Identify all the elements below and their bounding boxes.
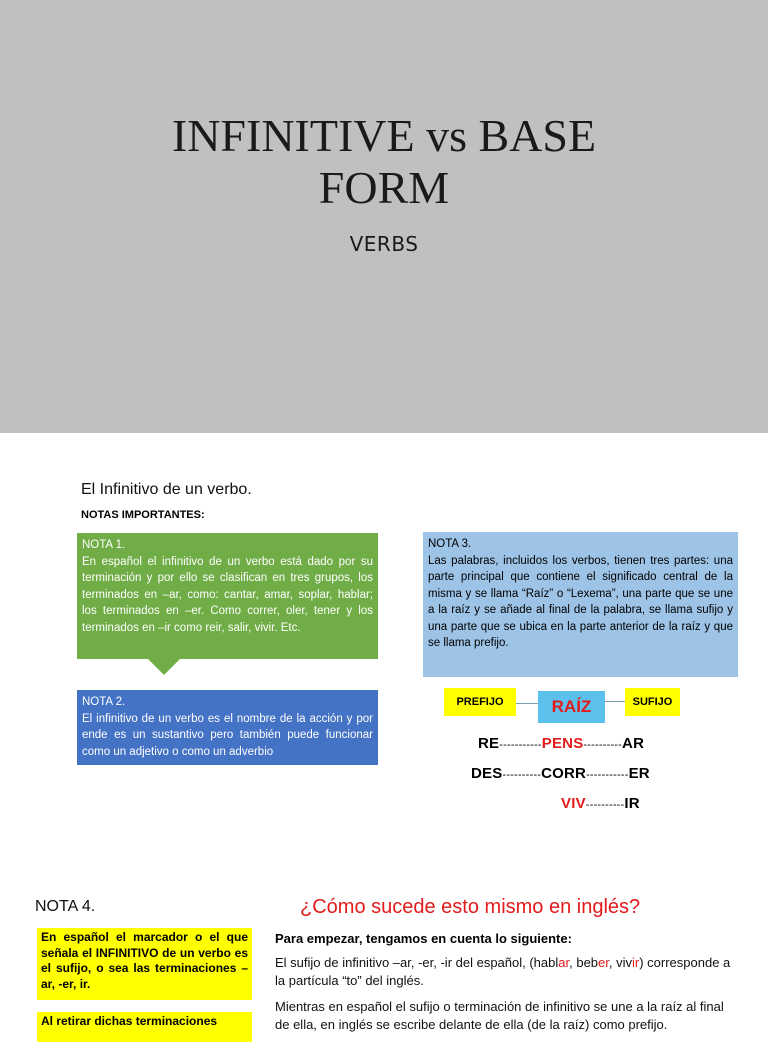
example-suffix: AR [622, 735, 645, 752]
example-word-vivir [561, 795, 640, 812]
example-prefix: DES [471, 765, 503, 782]
example-root: VIV [561, 795, 586, 812]
note-2-box [77, 690, 378, 765]
english-question-heading: ¿Cómo sucede esto mismo en inglés? [300, 896, 641, 918]
example-dash: ---------- [502, 769, 542, 781]
section-subheading: NOTAS IMPORTANTES: [81, 509, 205, 521]
slide-subtitle: VERBS [349, 232, 419, 256]
example-dash: ---------- [583, 739, 623, 751]
example-word-descorrer [471, 765, 650, 782]
paragraph-text: ) corresponde a la partícula “to” del inglés. [275, 955, 731, 988]
prefijo-label: PREFIJO [444, 688, 516, 716]
example-dash: ---------- [585, 799, 625, 811]
suffix-highlight: ir [632, 955, 640, 970]
example-suffix: ER [628, 765, 650, 782]
english-slide [0, 870, 768, 1032]
section-heading: El Infinitivo de un verbo. [81, 481, 252, 498]
note-2-text: El infinitivo de un verbo es el nombre de la acción y por ende es un sustantivo pero también puede funcionar como un adjetivo o como un adverbio [82, 712, 373, 758]
paragraph-text: , beb [569, 955, 599, 970]
slide-title [0, 110, 768, 214]
note-4-box: En español el marcador o el que señala el INFINITIVO de un verbo es el sufijo, o sea las terminaciones –ar, -er, ir. [37, 928, 252, 1000]
note-2-title: NOTA 2. [82, 696, 126, 708]
note-4-title: NOTA 4. [35, 898, 96, 915]
note-3-title: NOTA 3. [428, 538, 472, 550]
example-root: CORR [541, 765, 587, 782]
title-line-1: INFINITIVE vs BASE [171, 110, 597, 161]
example-dash: ----------- [586, 769, 629, 781]
suffix-highlight: er [598, 955, 609, 970]
sufijo-connector [605, 701, 625, 702]
paragraph-prefix: Mientras en español el sufijo o terminación de infinitivo se une a la raíz al final de ella, en inglés se escribe delante de ella (de la raíz) como prefijo. [275, 999, 724, 1032]
example-suffix: IR [624, 795, 640, 812]
note-1-text: En español el infinitivo de un verbo está dado por su terminación y por ello se clasifican en tres grupos, los terminados en –ar, como: cantar, amar, soplar, hablar; los terminados en –er. Como correr, oler, tener y los terminados en –ir como reir, salir, vivir. Etc. [82, 555, 373, 634]
note-3-text: Las palabras, incluidos los verbos, tienen tres partes: una parte principal que contiene el significado central de la misma y se llama “Raíz” o “Lexema”, una parte que se une a la raíz y se añade al final de la palabra, se llama sufijo y una parte que se ubica en la parte anterior de la raíz y que se llama prefijo. [428, 554, 733, 649]
example-root: PENS [541, 735, 584, 752]
paragraph-text: , viv [608, 955, 632, 970]
notes-slide [0, 433, 768, 870]
suffix-highlight: ar [558, 955, 570, 970]
note-4-box-continued: Al retirar dichas terminaciones [37, 1012, 252, 1042]
note-1-callout-arrow [148, 659, 180, 675]
note-1-box [77, 533, 378, 659]
raiz-label: RAÍZ [538, 691, 605, 723]
example-prefix: RE [478, 735, 500, 752]
title-slide [0, 0, 768, 433]
example-word-pensar [478, 735, 644, 752]
sufijo-label: SUFIJO [625, 688, 680, 716]
note-3-box [423, 532, 738, 677]
note-1-title: NOTA 1. [82, 539, 126, 551]
example-dash: ----------- [499, 739, 542, 751]
prefijo-connector [516, 703, 538, 704]
paragraph-suffix [275, 954, 735, 990]
paragraph-text: El sufijo de infinitivo –ar, -er, -ir del español, (habl [275, 955, 559, 970]
title-line-2: FORM [318, 162, 450, 213]
intro-text: Para empezar, tengamos en cuenta lo siguiente: [275, 931, 572, 946]
